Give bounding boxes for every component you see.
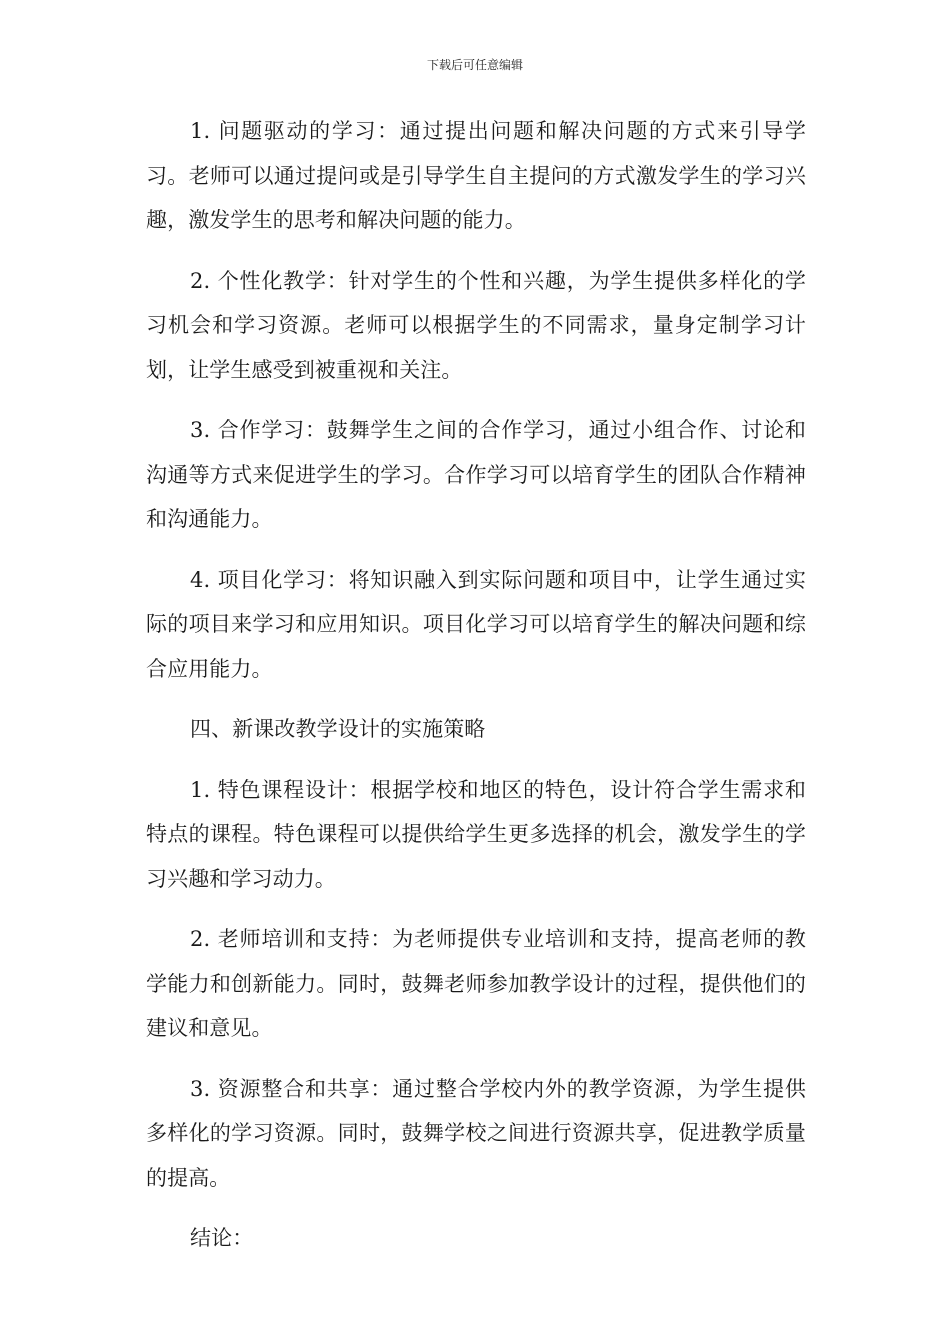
paragraph-resource-sharing: 3. 资源整合和共享：通过整合学校内外的教学资源，为学生提供多样化的学习资源。同时，鼓舞学校之间进行资源共享，促进教学质量的提高。 <box>146 1076 806 1190</box>
section-heading-implementation-strategy: 四、新课改教学设计的实施策略 <box>190 717 486 741</box>
paragraph-featured-curriculum: 1. 特色课程设计：根据学校和地区的特色，设计符合学生需求和特点的课程。特色课程可以提供给学生更多选择的机会，激发学生的学习兴趣和学习动力。 <box>146 777 806 891</box>
paragraph-personalized-teaching: 2. 个性化教学：针对学生的个性和兴趣，为学生提供多样化的学习机会和学习资源。老师可以根据学生的不同需求，量身定制学习计划，让学生感受到被重视和关注。 <box>146 268 806 382</box>
page-header: 下载后可任意编辑 <box>426 58 523 72</box>
heading-conclusion: 结论： <box>190 1226 254 1250</box>
paragraph-project-learning: 4. 项目化学习：将知识融入到实际问题和项目中，让学生通过实际的项目来学习和应用知识。项目化学习可以培育学生的解决问题和综合应用能力。 <box>146 567 806 681</box>
paragraph-teacher-training: 2. 老师培训和支持：为老师提供专业培训和支持，提高老师的教学能力和创新能力。同时，鼓舞老师参加教学设计的过程，提供他们的建议和意见。 <box>146 927 806 1040</box>
document-body <box>146 109 806 1277</box>
paragraph-cooperative-learning: 3. 合作学习：鼓舞学生之间的合作学习，通过小组合作、讨论和沟通等方式来促进学生的学习。合作学习可以培育学生的团队合作精神和沟通能力。 <box>146 418 806 531</box>
paragraph-problem-driven-learning: 1. 问题驱动的学习：通过提出问题和解决问题的方式来引导学习。老师可以通过提问或是引导学生自主提问的方式激发学生的学习兴趣，激发学生的思考和解决问题的能力。 <box>146 119 806 232</box>
